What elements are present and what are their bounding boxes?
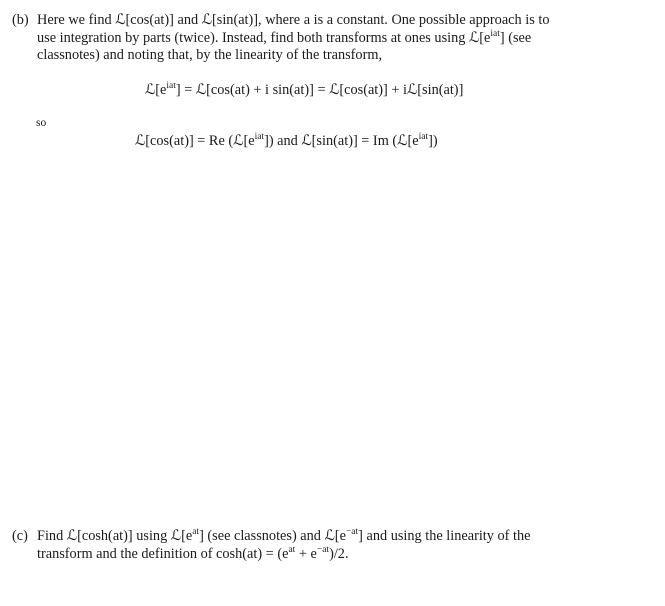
equation-real-imag-text: ℒ[cos(at)] = Re $(ℒ[e^{iat}])$ and ℒ[sin(at)] = Im $(ℒ[e^{iat}])$ [135,132,438,149]
part-b-line-3-text: classnotes) and noting that, by the linearity of the transform, [37,47,383,63]
equation-linearity [145,82,463,99]
equation-real-imag [135,133,438,150]
part-b-line-1-text: Here we find ℒ[cos(at)] and ℒ[sin(at)], where a is a constant. One possible approach is to [37,12,550,28]
part-c-line-1 [12,528,612,546]
part-b-line-1 [12,12,612,30]
part-b [12,12,612,65]
part-c-label: (c) [12,528,28,544]
part-c-line-2 [12,546,612,564]
equation-linearity-text: $ℒ[e^{iat}]$ = ℒ[cos(at) + i sin(at)] = ℒ[cos(at)] + iℒ[sin(at)] [145,81,464,98]
part-c [12,528,612,563]
part-b-label: (b) [12,12,29,28]
part-c-line-2-text: transform and the definition of $\cosh(at) = (e^{at} + e^{-at})/2$. [37,544,349,562]
part-b-line-2 [12,30,612,48]
part-b-line-2-text: use integration by parts (twice). Instead, find both transforms at ones using $ℒ[e^{iat}]$ (see [37,28,532,46]
so-word: so [36,117,47,129]
part-b-line-3 [12,47,612,65]
part-c-line-1-text: Find ℒ[cosh(at)] using $ℒ[e^{at}]$ (see classnotes) and $ℒ[e^{-at}]$ and using the linearity of the [37,527,531,544]
